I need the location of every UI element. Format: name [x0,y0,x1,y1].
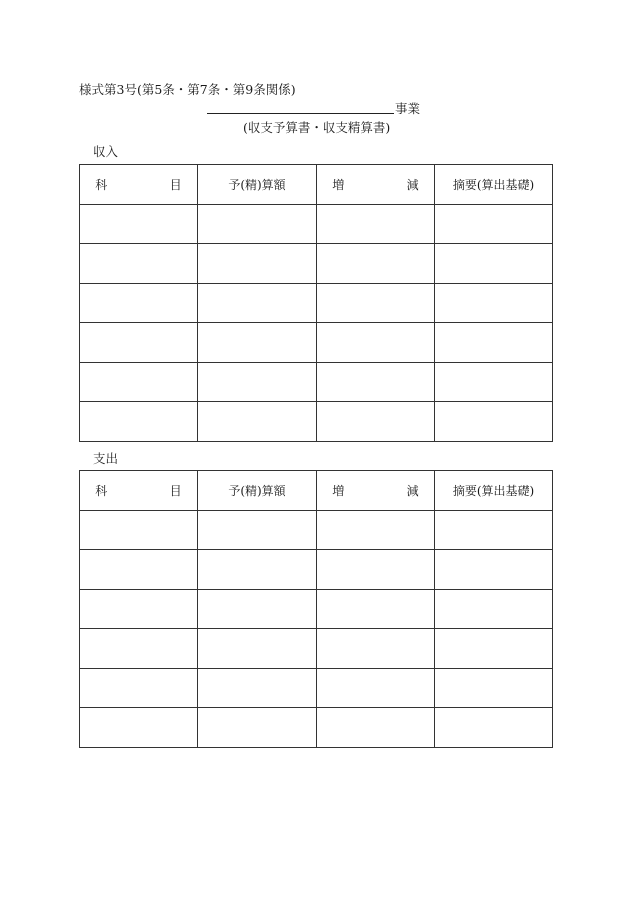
income-table-row [80,362,553,402]
income-amount-cell[interactable] [198,204,317,244]
expense-amount-cell[interactable] [198,629,317,669]
expense-remarks-cell[interactable] [435,708,553,748]
expense-change-cell[interactable] [317,589,435,629]
expense-remarks-cell[interactable] [435,550,553,590]
income-remarks-cell[interactable] [435,323,553,363]
income-item-cell[interactable] [80,283,198,323]
expense-change-cell[interactable] [317,629,435,669]
income-header-item: 科 目 [80,165,198,205]
expense-header-amount: 予(精)算額 [198,471,317,511]
expense-change-cell[interactable] [317,550,435,590]
expense-header-change: 増 減 [317,471,435,511]
expense-amount-cell[interactable] [198,510,317,550]
expense-remarks-cell[interactable] [435,668,553,708]
income-amount-cell[interactable] [198,362,317,402]
income-header-amount: 予(精)算額 [198,165,317,205]
income-table-row [80,204,553,244]
income-remarks-cell[interactable] [435,244,553,284]
income-table-row [80,402,553,442]
income-item-cell[interactable] [80,204,198,244]
expense-change-cell[interactable] [317,708,435,748]
income-remarks-cell[interactable] [435,402,553,442]
expense-header-remarks: 摘要(算出基礎) [435,471,553,511]
income-header-row [80,165,553,205]
expense-header-row [80,471,553,511]
expense-section-label: 支出 [93,451,119,466]
income-item-cell[interactable] [80,402,198,442]
expense-table-body [80,510,553,747]
income-amount-cell[interactable] [198,283,317,323]
expense-amount-cell[interactable] [198,589,317,629]
income-change-cell[interactable] [317,402,435,442]
income-amount-cell[interactable] [198,244,317,284]
expense-amount-cell[interactable] [198,668,317,708]
expense-table-row [80,510,553,550]
expense-item-cell[interactable] [80,708,198,748]
expense-amount-cell[interactable] [198,550,317,590]
expense-table-row [80,668,553,708]
income-item-cell[interactable] [80,244,198,284]
expense-change-cell[interactable] [317,510,435,550]
expense-table-row [80,629,553,669]
income-section-label: 収入 [93,144,119,159]
expense-item-cell[interactable] [80,550,198,590]
income-header-change: 増 減 [317,165,435,205]
expense-remarks-cell[interactable] [435,629,553,669]
expense-table-row [80,589,553,629]
expense-item-cell[interactable] [80,589,198,629]
income-header-remarks: 摘要(算出基礎) [435,165,553,205]
expense-change-cell[interactable] [317,668,435,708]
form-number: 様式第3号(第5条・第7条・第9条関係) [79,82,296,97]
document-title: (収支予算書・収支精算書) [243,120,391,135]
income-table-row [80,283,553,323]
income-remarks-cell[interactable] [435,283,553,323]
income-change-cell[interactable] [317,204,435,244]
income-change-cell[interactable] [317,283,435,323]
income-table-body [80,204,553,441]
income-remarks-cell[interactable] [435,204,553,244]
income-change-cell[interactable] [317,244,435,284]
income-table [79,164,553,442]
expense-table [79,470,553,748]
project-suffix: 事業 [395,101,421,116]
income-table-row [80,323,553,363]
expense-item-cell[interactable] [80,668,198,708]
expense-remarks-cell[interactable] [435,510,553,550]
income-item-cell[interactable] [80,362,198,402]
expense-amount-cell[interactable] [198,708,317,748]
expense-item-cell[interactable] [80,629,198,669]
income-amount-cell[interactable] [198,323,317,363]
income-change-cell[interactable] [317,362,435,402]
expense-table-row [80,708,553,748]
income-table-row [80,244,553,284]
income-remarks-cell[interactable] [435,362,553,402]
income-change-cell[interactable] [317,323,435,363]
project-name-blank[interactable] [207,99,394,114]
expense-item-cell[interactable] [80,510,198,550]
expense-remarks-cell[interactable] [435,589,553,629]
expense-header-item: 科 目 [80,471,198,511]
expense-table-row [80,550,553,590]
income-item-cell[interactable] [80,323,198,363]
income-amount-cell[interactable] [198,402,317,442]
